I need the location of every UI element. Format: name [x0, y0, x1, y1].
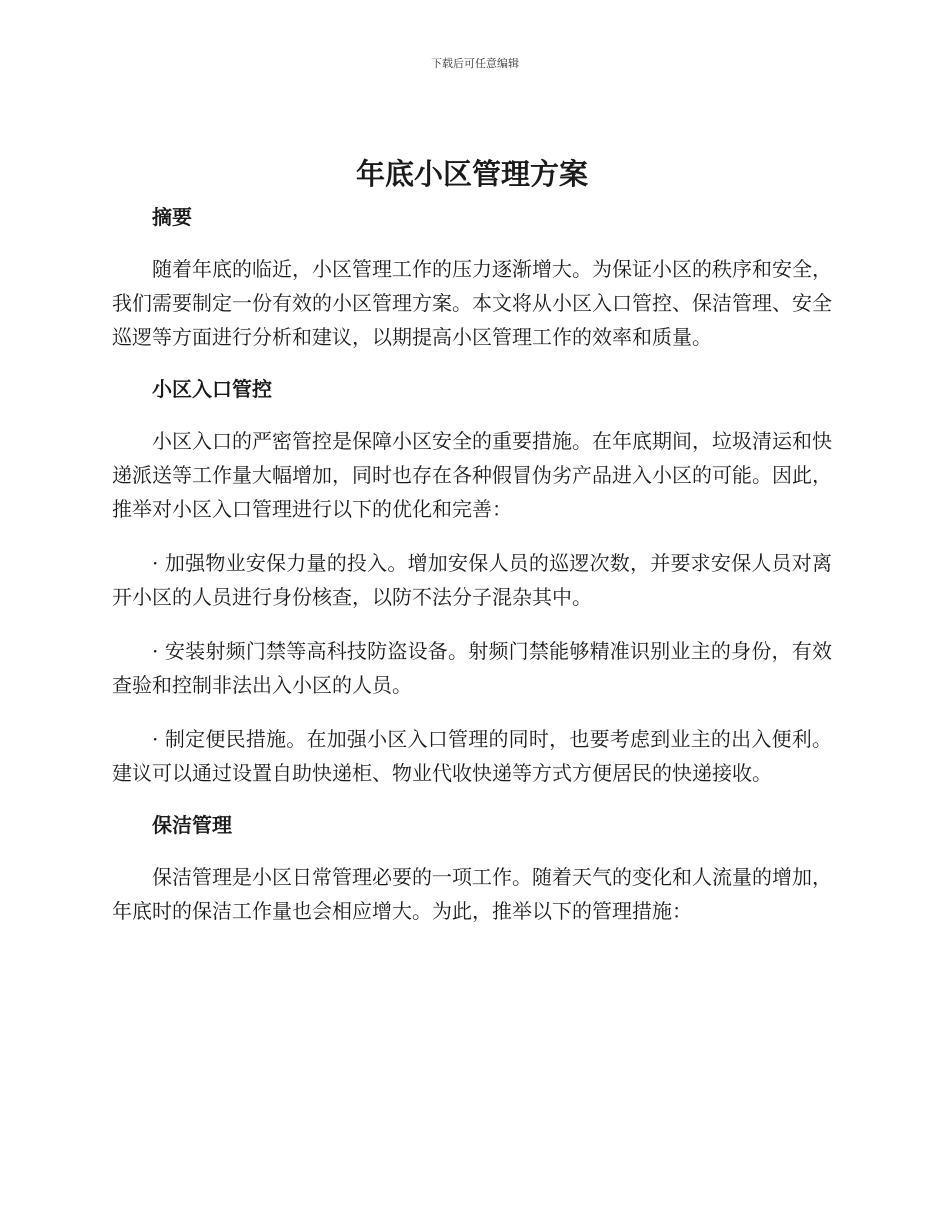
section-heading: 小区入口管控 — [152, 377, 272, 401]
bullet-paragraph: · 加强物业安保力量的投入。增加安保人员的巡逻次数，并要求安保人员对离开小区的人员进行身份核查，以防不法分子混杂其中。 — [112, 551, 832, 609]
document-body — [112, 148, 832, 948]
paragraph: 保洁管理是小区日常管理必要的一项工作。随着天气的变化和人流量的增加，年底时的保洁工作量也会相应增大。为此，推举以下的管理措施： — [112, 865, 832, 923]
document-title: 年底小区管理方案 — [355, 157, 588, 191]
bullet-paragraph: · 安装射频门禁等高科技防盗设备。射频门禁能够精准识别业主的身份，有效查验和控制非法出入小区的人员。 — [112, 639, 832, 697]
bullet-paragraph: · 制定便民措施。在加强小区入口管理的同时，也要考虑到业主的出入便利。建议可以通过设置自助快递柜、物业代收快递等方式方便居民的快递接收。 — [112, 727, 832, 785]
section-cleaning-management — [112, 810, 832, 928]
paragraph: 随着年底的临近，小区管理工作的压力逐渐增大。为保证小区的秩序和安全，我们需要制定一份有效的小区管理方案。本文将从小区入口管控、保洁管理、安全巡逻等方面进行分析和建议，以期提高小区管理工作的效率和质量。 — [112, 257, 832, 349]
section-heading: 保洁管理 — [152, 813, 232, 837]
section-heading: 摘要 — [152, 205, 192, 229]
section-abstract — [112, 202, 832, 354]
paragraph: 小区入口的严密管控是保障小区安全的重要措施。在年底期间，垃圾清运和快递派送等工作量大幅增加，同时也存在各种假冒伪劣产品进入小区的可能。因此，推举对小区入口管理进行以下的优化和完善： — [112, 429, 832, 521]
section-entrance-control — [112, 374, 832, 790]
page-header-note: 下载后可任意编辑 — [431, 57, 519, 70]
